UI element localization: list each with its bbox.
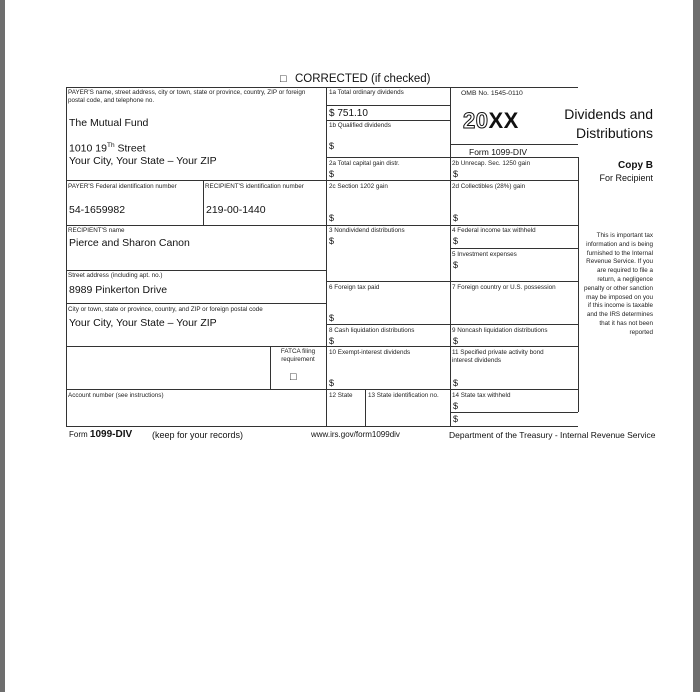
- box-1a-label: 1a Total ordinary dividends: [329, 89, 404, 96]
- box-3-dollar: $: [329, 236, 335, 246]
- box-14-label: 14 State tax withheld: [452, 392, 511, 399]
- payer-name-label: PAYER'S name, street address, city or town, state or province, country, ZIP or foreign postal code, and telephone no.: [68, 89, 306, 104]
- footer-form: Form 1099-DIV: [69, 429, 133, 440]
- recipient-tin-label: RECIPIENT'S identification number: [205, 183, 304, 190]
- footer-keep: (keep for your records): [152, 430, 244, 440]
- box-2c-label: 2c Section 1202 gain: [329, 183, 388, 190]
- notice-text: This is important tax information and is being furnished to the Internal Revenue Service. If you are required to file a return, a negligence penalty or other sanction may be imposed on you if this income is taxable and the IRS determines that it has not been reported: [584, 232, 653, 336]
- payer-street: 1010 19Th Street: [69, 142, 146, 155]
- tax-year: 20XX: [463, 108, 519, 133]
- box-14-dollar-2: $: [453, 414, 459, 424]
- box-2a-label: 2a Total capital gain distr.: [329, 160, 400, 167]
- recipient-name-label: RECIPIENT'S name: [68, 227, 125, 234]
- corrected-checkbox[interactable]: □: [280, 73, 287, 85]
- copy-for: For Recipient: [599, 173, 653, 183]
- box-5-label: 5 Investment expenses: [452, 251, 517, 258]
- recipient-name: Pierce and Sharon Canon: [69, 237, 190, 249]
- box-1b-label: 1b Qualified dividends: [329, 122, 391, 129]
- city-label: City or town, state or province, country, and ZIP or foreign postal code: [68, 306, 263, 313]
- fatca-label: FATCA filing requirement: [280, 348, 316, 363]
- box-7-label: 7 Foreign country or U.S. possession: [452, 284, 556, 291]
- box-2d-dollar: $: [453, 213, 459, 223]
- title-line2: Distributions: [575, 125, 653, 141]
- footer-dept: Department of the Treasury - Internal Revenue Service: [449, 430, 656, 440]
- account-label: Account number (see instructions): [68, 392, 164, 399]
- box-6-label: 6 Foreign tax paid: [329, 284, 380, 291]
- box-10-dollar: $: [329, 378, 335, 388]
- form-name: Form 1099-DIV: [469, 147, 528, 157]
- box-4-dollar: $: [453, 236, 459, 246]
- box-12-label: 12 State: [329, 392, 353, 399]
- box-2d-label: 2d Collectibles (28%) gain: [452, 183, 526, 190]
- box-3-label: 3 Nondividend distributions: [329, 227, 405, 234]
- box-5-dollar: $: [453, 260, 459, 270]
- recipient-street: 8989 Pinkerton Drive: [69, 284, 168, 296]
- box-10-label: 10 Exempt-interest dividends: [329, 349, 411, 356]
- box-2a-dollar: $: [329, 169, 335, 179]
- box-13-label: 13 State identification no.: [368, 392, 439, 399]
- box-8-dollar: $: [329, 336, 335, 346]
- box-11-label: 11 Specified private activity bond interest dividends: [452, 349, 544, 364]
- recipient-tin: 219-00-1440: [206, 204, 266, 216]
- form-page: [5, 0, 693, 692]
- box-6-dollar: $: [329, 313, 335, 323]
- fatca-checkbox[interactable]: □: [290, 371, 297, 383]
- corrected-label: CORRECTED (if checked): [295, 73, 431, 85]
- box-14-dollar-1: $: [453, 401, 459, 411]
- box-1b-dollar: $: [329, 141, 335, 151]
- payer-tin: 54-1659982: [69, 204, 126, 216]
- box-11-dollar: $: [453, 378, 459, 388]
- copy-b: Copy B: [618, 160, 653, 171]
- box-8-label: 8 Cash liquidation distributions: [329, 327, 415, 334]
- footer-url[interactable]: www.irs.gov/form1099div: [311, 430, 400, 439]
- omb-number: OMB No. 1545-0110: [461, 90, 523, 97]
- recipient-city: Your City, Your State – Your ZIP: [69, 317, 217, 329]
- box-9-label: 9 Noncash liquidation distributions: [452, 327, 548, 334]
- box-9-dollar: $: [453, 336, 459, 346]
- title-line1: Dividends and: [564, 106, 653, 122]
- box-2c-dollar: $: [329, 213, 335, 223]
- box-1a-value: $ 751.10: [329, 108, 368, 119]
- box-4-label: 4 Federal income tax withheld: [452, 227, 536, 234]
- payer-name: The Mutual Fund: [69, 117, 149, 129]
- box-2b-dollar: $: [453, 169, 459, 179]
- box-2b-label: 2b Unrecap. Sec. 1250 gain: [452, 160, 531, 167]
- payer-tin-label: PAYER'S Federal identification number: [68, 183, 177, 190]
- street-label: Street address (including apt. no.): [68, 272, 163, 279]
- payer-city: Your City, Your State – Your ZIP: [69, 155, 217, 167]
